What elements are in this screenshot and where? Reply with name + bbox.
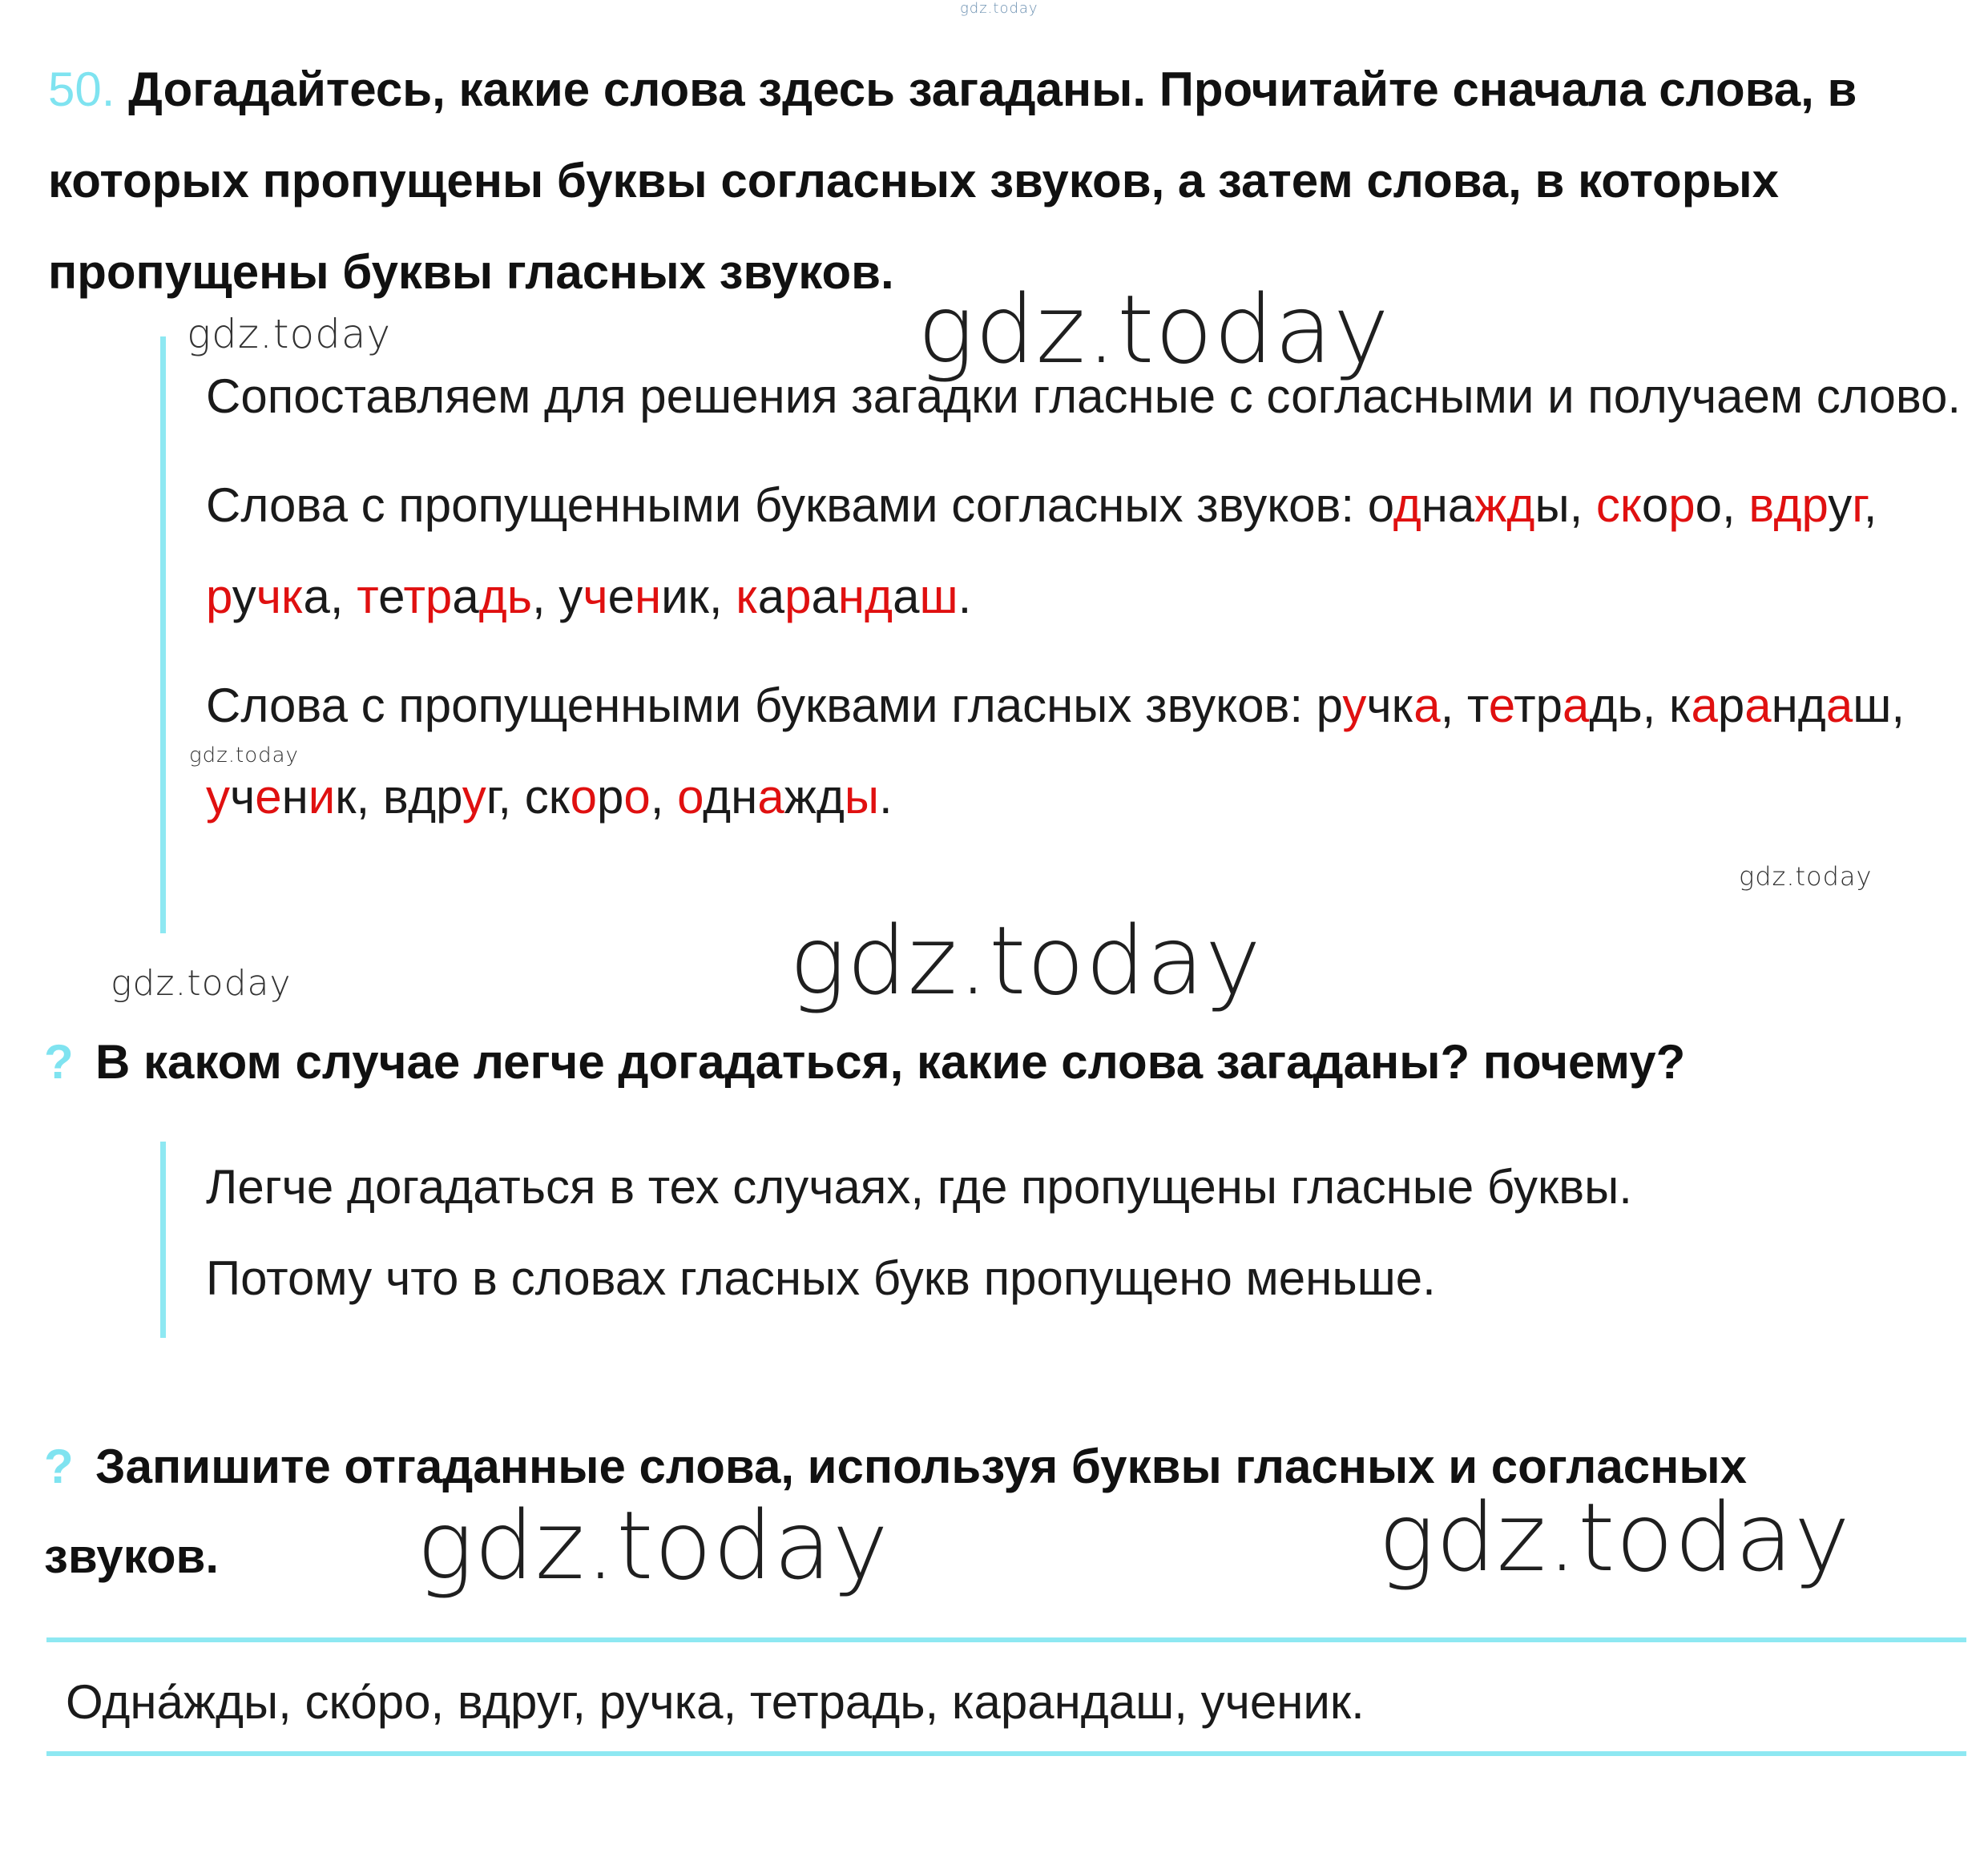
question-2 — [44, 1017, 1959, 1107]
watermark-2: gdz.today — [917, 274, 1390, 385]
answer-intro: Сопоставляем для решения загадки гласные с согласными и получаем слово. — [206, 369, 1962, 423]
answer-block-2 — [160, 1142, 1632, 1338]
answer-block-1 — [160, 336, 1988, 933]
task-text: Догадайтесь, какие слова здесь загаданы. Прочитайте сначала слова, в которых пропущены буквы согласных звуков, а затем слова, в которых пропущены буквы гласных звуков. — [48, 62, 1857, 299]
divider-bottom — [46, 1751, 1966, 1756]
task-number: 50. — [48, 62, 115, 116]
watermark-8: gdz.today — [1378, 1482, 1851, 1593]
watermark-4: gdz.today — [1739, 861, 1873, 892]
question-2-text: В каком случае легче догадаться, какие слова загаданы? почему? — [95, 1035, 1686, 1089]
final-answer: Одна́жды, ско́ро, вдруг, ручка, тетрадь, карандаш, ученик. — [66, 1675, 1365, 1729]
vowels-answer: Слова с пропущенными буквами гласных звуков: ручка, тетрадь, карандаш, ученик, вдруг, скоро, однажды. — [206, 679, 1905, 824]
vowels-label: Слова с пропущенными буквами гласных звуков: — [206, 679, 1303, 732]
watermark-7: gdz.today — [417, 1490, 889, 1601]
consonants-answer: Слова с пропущенными буквами согласных звуков: однажды, скоро, вдруг, ручка, тетрадь, ученик, карандаш. — [206, 478, 1877, 623]
consonants-label: Слова с пропущенными буквами согласных звуков: — [206, 478, 1355, 532]
watermark-1: gdz.today — [187, 311, 392, 357]
question-mark-icon: ? — [44, 1035, 74, 1089]
question-mark-icon: ? — [44, 1440, 74, 1493]
watermark-5: gdz.today — [789, 905, 1262, 1016]
answer2-line2: Потому что в словах гласных букв пропущено меньше. — [206, 1251, 1436, 1305]
watermark-top: gdz.today — [960, 0, 1038, 17]
watermark-3: gdz.today — [189, 743, 299, 767]
question-3-text: Запишите отгаданные слова, используя буквы гласных и согласных звуков. — [44, 1440, 1748, 1583]
divider-top — [46, 1637, 1966, 1642]
watermark-6: gdz.today — [111, 963, 292, 1004]
answer2-line1: Легче догадаться в тех случаях, где пропущены гласные буквы. — [206, 1160, 1632, 1214]
